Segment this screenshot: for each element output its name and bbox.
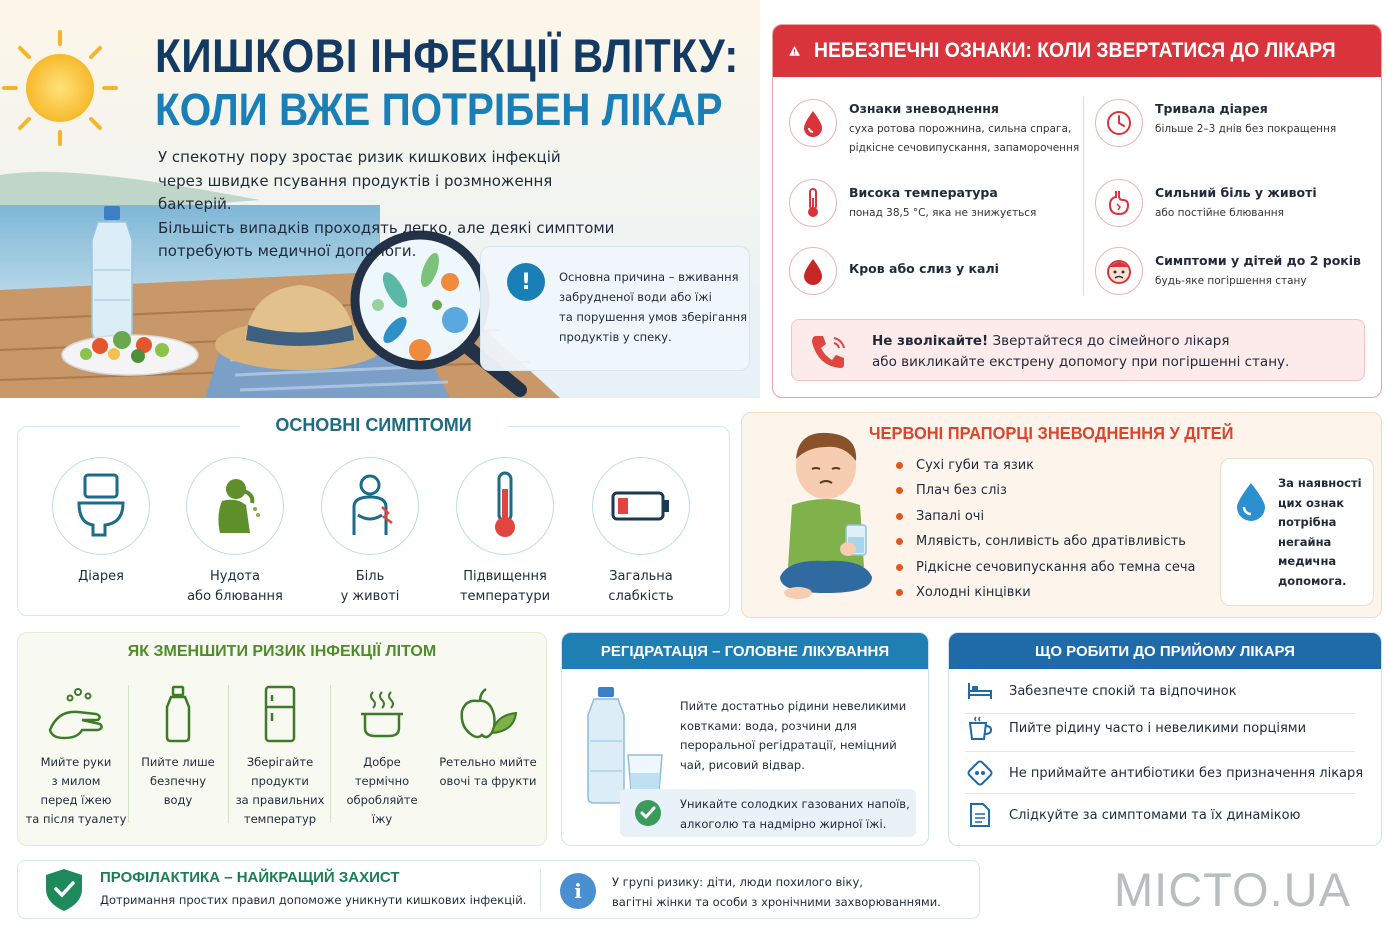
red-flags-panel xyxy=(741,412,1382,618)
list-item xyxy=(965,753,1369,793)
intro-line: У спекотну пору зростає ризик кишкових інфекцій xyxy=(158,148,561,166)
symptom-fever xyxy=(440,457,570,607)
list-item xyxy=(965,795,1369,835)
cta-line2: або викликайте екстрену допомогу при погіршенні стану. xyxy=(872,354,1290,370)
list-item: Рідкісне сечовипускання або темна сеча xyxy=(894,555,1196,580)
note-line: Уникайте солодких газованих напоїв, xyxy=(680,797,910,811)
note-line: цих ознак xyxy=(1278,495,1345,510)
red-flags-list xyxy=(894,453,1196,605)
note-line: медична xyxy=(1278,554,1337,568)
bottle-icon xyxy=(126,683,230,745)
tip-label: Добре xyxy=(363,755,401,769)
cooking-pot-icon xyxy=(330,683,434,745)
symptom-label: Загальна xyxy=(609,569,673,584)
toilet-icon xyxy=(52,457,150,555)
symptoms-title-text: ОСНОВНІ СИМПТОМИ xyxy=(239,415,507,435)
tip-label: Пийте лише xyxy=(141,755,215,769)
before-doctor-item: Слідкуйте за симптомами та їх динамікою xyxy=(1009,807,1301,823)
sign-children-under-two xyxy=(1095,247,1361,295)
rehydration-panel xyxy=(561,632,929,846)
main-cause-box xyxy=(480,246,750,371)
urgent-help-text xyxy=(1278,474,1372,591)
rehydration-title: РЕГІДРАТАЦІЯ – ГОЛОВНЕ ЛІКУВАННЯ xyxy=(562,633,928,669)
symptom-label: Нудота xyxy=(210,569,260,584)
sign-title: Тривала діарея xyxy=(1155,101,1268,116)
main-cause-text xyxy=(559,267,749,347)
danger-header-title: НЕБЕЗПЕЧНІ ОЗНАКИ: КОЛИ ЗВЕРТАТИСЯ ДО ЛІКАРЯ xyxy=(814,39,1336,62)
sign-title: Ознаки зневоднення xyxy=(849,101,999,116)
sign-long-diarrhea xyxy=(1095,99,1336,147)
sign-dehydration xyxy=(789,99,1079,158)
intro-line: Більшість випадків проходять легко, але деякі симптоми xyxy=(158,218,615,237)
sign-desc: понад 38,5 °C, яка не знижується xyxy=(849,207,1037,219)
cta-rest-text: Звертайтеся до сімейного лікаря xyxy=(988,333,1230,349)
sign-title: Кров або слиз у калі xyxy=(849,261,999,276)
cup-icon xyxy=(965,713,995,743)
phone-icon xyxy=(808,332,850,370)
thermometer-icon xyxy=(456,457,554,555)
reduce-risk-panel xyxy=(17,632,547,846)
info-exclamation-icon: ! xyxy=(507,263,545,301)
avoid-drinks-note xyxy=(620,789,916,837)
intro-line: потребують медичної допомоги. xyxy=(158,242,417,260)
note-line: потрібна xyxy=(1278,515,1337,529)
symptom-label: або блювання xyxy=(187,589,283,604)
notes-icon xyxy=(965,800,995,830)
list-item xyxy=(965,671,1369,711)
sign-high-temperature xyxy=(789,179,1036,227)
before-doctor-panel xyxy=(948,632,1382,846)
tip-label: за правильних xyxy=(235,793,325,807)
hand-wash-icon xyxy=(24,683,128,745)
note-line: алкоголю та надмірно жирної їжі. xyxy=(680,816,887,831)
tip-label: перед їжею xyxy=(40,793,112,807)
info-icon: i xyxy=(560,873,596,909)
check-circle-icon xyxy=(634,799,662,827)
list-item: Сухі губи та язик xyxy=(894,453,1196,478)
prevention-divider xyxy=(540,869,541,911)
warning-triangle-icon xyxy=(789,32,800,70)
bed-icon xyxy=(965,676,995,706)
before-doctor-item: Пийте рідину часто і невеликими порціями xyxy=(1009,720,1307,736)
reduce-risk-title: ЯК ЗМЕНШИТИ РИЗИК ІНФЕКЦІЇ ЛІТОМ xyxy=(127,643,437,660)
thermometer-icon xyxy=(789,179,837,227)
prevention-banner xyxy=(17,860,980,919)
row-divider xyxy=(965,793,1355,794)
page-title-line2: КОЛИ ВЖЕ ПОТРІБЕН ЛІКАР xyxy=(155,84,723,135)
risk-group-text xyxy=(612,873,941,912)
risk-line: У групі ризику: діти, люди похилого віку, xyxy=(612,875,863,889)
prevention-title: ПРОФІЛАКТИКА – НАЙКРАЩИЙ ЗАХИСТ xyxy=(100,869,400,886)
call-doctor-banner xyxy=(791,319,1365,381)
symptoms-panel xyxy=(17,415,730,616)
list-item: Млявість, сонливість або дратівливість xyxy=(894,529,1196,554)
prevention-subtitle: Дотримання простих правил допоможе уникнути кишкових інфекцій. xyxy=(100,893,527,907)
sign-title: Висока температура xyxy=(849,185,998,200)
cause-line: Основна причина – вживання xyxy=(559,270,739,284)
stomach-pain-icon xyxy=(321,457,419,555)
sign-desc: суха ротова порожнина, сильна спрага, xyxy=(849,123,1072,135)
symptom-label: температури xyxy=(459,589,551,604)
tip-label: безпечну xyxy=(150,774,206,788)
brand-logo: MICTO.UA xyxy=(1114,863,1351,916)
water-bottle-icon xyxy=(92,206,132,340)
sign-blood-in-stool xyxy=(789,247,999,295)
symptom-abdominal-pain xyxy=(305,457,435,607)
danger-header xyxy=(773,25,1381,77)
symptom-diarrhea xyxy=(36,457,166,587)
red-flags-title: ЧЕРВОНІ ПРАПОРЦІ ЗНЕВОДНЕННЯ У ДІТЕЙ xyxy=(869,423,1234,443)
tip-label: Мийте руки xyxy=(40,755,112,769)
intro-line: через швидке псування продуктів і розмноження бактерій. xyxy=(158,171,553,213)
symptoms-title xyxy=(18,415,729,436)
blood-drop-icon xyxy=(789,247,837,295)
water-drop-icon xyxy=(1235,481,1267,521)
tip-label: їжу xyxy=(371,812,393,826)
list-item: Плач без сліз xyxy=(894,478,1196,503)
call-doctor-text xyxy=(872,331,1289,373)
nausea-icon xyxy=(186,457,284,555)
rehyd-line: чай, рисовий відвар. xyxy=(680,757,805,772)
column-divider xyxy=(1083,97,1084,295)
tip-label: Ретельно мийте xyxy=(439,755,537,769)
tip-label: овочі та фрукти xyxy=(439,774,537,788)
cause-line: та порушення умов зберігання xyxy=(559,310,748,324)
low-battery-icon xyxy=(592,457,690,555)
sign-title: Симптоми у дітей до 2 років xyxy=(1155,253,1361,268)
tip-store-food xyxy=(228,683,332,829)
shield-check-icon xyxy=(42,867,86,913)
symptom-label: Діарея xyxy=(78,569,124,584)
cause-line: забрудненої води або їжі xyxy=(559,290,712,304)
symptom-weakness xyxy=(576,457,706,607)
risk-line: вагітні жінки та особи з хронічними захворюваннями. xyxy=(612,894,941,909)
rehyd-line: пероральної регідратації, неміцний xyxy=(680,738,897,752)
tip-wash-hands xyxy=(24,683,128,829)
danger-signs-panel xyxy=(772,24,1382,398)
rehyd-line: ковтками: вода, розчини для xyxy=(680,718,857,733)
tip-wash-produce xyxy=(436,683,540,791)
fridge-icon xyxy=(228,683,332,745)
list-item xyxy=(965,708,1369,748)
stomach-icon xyxy=(1095,179,1143,227)
list-item: Запалі очі xyxy=(894,504,1196,529)
tip-cook-food xyxy=(330,683,434,829)
avoid-drinks-text xyxy=(680,795,910,834)
sign-desc: або постійне блювання xyxy=(1155,207,1284,219)
note-line: За наявності xyxy=(1278,476,1362,490)
sign-title: Сильний біль у животі xyxy=(1155,185,1317,200)
urgent-help-note xyxy=(1220,458,1374,606)
sign-abdominal-pain xyxy=(1095,179,1317,227)
list-item: Холодні кінцівки xyxy=(894,580,1196,605)
note-line: негайна xyxy=(1278,534,1332,549)
tip-label: Зберігайте xyxy=(246,755,314,769)
water-drop-icon xyxy=(789,99,837,147)
tip-label: з милом xyxy=(51,774,101,788)
pills-icon xyxy=(965,758,995,788)
page-title-line1: КИШКОВІ ІНФЕКЦІЇ ВЛІТКУ: xyxy=(155,29,739,82)
sick-child-icon xyxy=(1095,247,1143,295)
tip-label: продукти xyxy=(251,774,309,788)
symptom-label: Біль xyxy=(355,569,385,584)
note-line: допомога. xyxy=(1278,573,1347,588)
before-doctor-item: Забезпечте спокій та відпочинок xyxy=(1009,683,1237,699)
symptom-label: у животі xyxy=(340,589,400,604)
row-divider xyxy=(965,751,1355,752)
clock-icon xyxy=(1095,99,1143,147)
tip-label: обробляйте xyxy=(346,793,418,807)
cta-bold-text: Не зволікайте! xyxy=(872,333,989,349)
tip-safe-water xyxy=(126,683,230,810)
cause-line: продуктів у спеку. xyxy=(559,330,672,344)
symptom-label: Підвищення xyxy=(463,569,547,584)
apple-icon xyxy=(436,683,540,745)
before-doctor-title: ЩО РОБИТИ ДО ПРИЙОМУ ЛІКАРЯ xyxy=(949,633,1381,669)
tip-label: температур xyxy=(243,812,317,826)
tip-label: воду xyxy=(163,793,193,807)
sign-desc: більше 2–3 днів без покращення xyxy=(1155,123,1337,135)
before-doctor-item: Не приймайте антибіотики без призначення лікаря xyxy=(1009,765,1364,781)
sick-child-illustration xyxy=(768,427,880,603)
symptom-label: слабкість xyxy=(608,589,674,604)
rehydration-text xyxy=(680,697,920,775)
tip-label: термічно xyxy=(354,774,410,788)
symptom-nausea xyxy=(170,457,300,607)
tip-label: та після туалету xyxy=(25,812,127,826)
sign-desc: будь-яке погіршення стану xyxy=(1155,275,1307,287)
sign-desc: рідкісне сечовипускання, запаморочення xyxy=(849,142,1080,154)
hero-section xyxy=(0,0,760,398)
rehyd-line: Пийте достатньо рідини невеликими xyxy=(680,699,907,713)
